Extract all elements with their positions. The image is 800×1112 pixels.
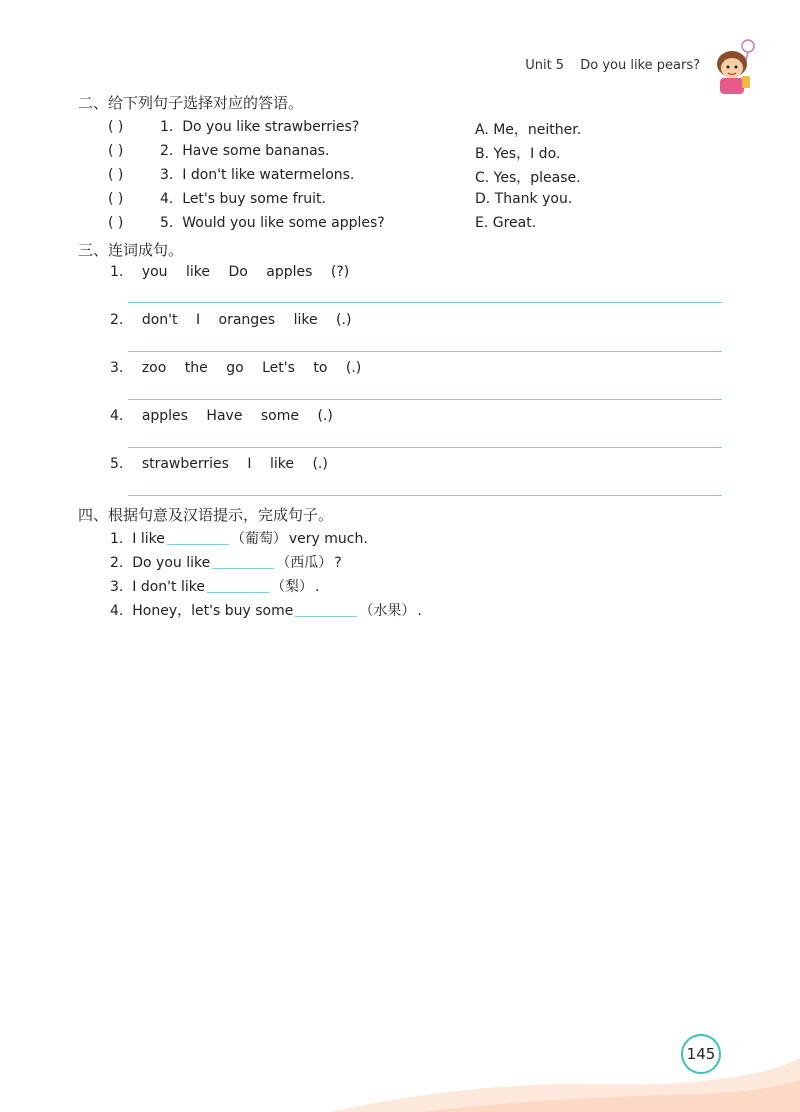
answer-option-e: E. Great. <box>475 215 537 231</box>
sentence-end: ? <box>334 555 342 571</box>
matching-question-3 <box>108 167 354 183</box>
chinese-hint: （西瓜） <box>276 555 333 571</box>
word: like <box>186 264 211 280</box>
answer-line-1[interactable] <box>128 302 722 303</box>
word: some <box>260 408 300 424</box>
question-number: 2. <box>160 143 174 159</box>
question-number: 5. <box>160 215 174 231</box>
punctuation: (.) <box>317 408 333 424</box>
fill-blank-item-3 <box>110 576 319 596</box>
section-2-title: 二、给下列句子选择对应的答语。 <box>78 94 304 112</box>
item-number: 4. <box>110 408 124 424</box>
blank-input[interactable] <box>207 592 269 593</box>
word-order-item-2 <box>110 312 365 328</box>
unit-label: Unit 5 <box>525 58 565 73</box>
item-number: 2. <box>110 555 124 571</box>
word: go <box>226 360 244 376</box>
page-header <box>525 58 700 73</box>
word: I <box>247 456 252 472</box>
section-3-title: 三、连词成句。 <box>78 241 184 259</box>
item-number: 1. <box>110 264 124 280</box>
girl-mascot-icon <box>712 38 758 98</box>
item-number: 2. <box>110 312 124 328</box>
item-number: 5. <box>110 456 124 472</box>
word-order-item-5 <box>110 456 342 472</box>
sentence-start: Do you like <box>132 555 211 571</box>
answer-option-b: B. Yes，I do. <box>475 146 561 162</box>
punctuation: (.) <box>336 312 352 328</box>
question-text: Would you like some apples? <box>182 215 385 231</box>
word: I <box>195 312 201 328</box>
matching-question-5 <box>108 215 385 231</box>
question-text: Do you like strawberries? <box>182 119 360 135</box>
answer-option-c: C. Yes，please. <box>475 170 581 186</box>
word: Have <box>206 408 243 424</box>
answer-bracket[interactable]: ( ) <box>108 119 124 135</box>
question-number: 1. <box>160 119 174 135</box>
word: apples <box>266 264 313 280</box>
item-number: 1. <box>110 531 124 547</box>
matching-question-1 <box>108 119 359 135</box>
matching-question-4 <box>108 191 326 207</box>
answer-option-a: A. Me，neither. <box>475 122 582 138</box>
answer-line-4[interactable] <box>128 447 722 448</box>
footer-wave-decoration <box>0 1022 800 1112</box>
blank-input[interactable] <box>295 616 357 617</box>
word: don't <box>141 312 178 328</box>
word-order-item-4 <box>110 408 347 424</box>
question-number: 4. <box>160 191 174 207</box>
sentence-start: Honey，let's buy some <box>132 603 294 619</box>
item-number: 4. <box>110 603 124 619</box>
page-number: 145 <box>681 1034 721 1074</box>
item-number: 3. <box>110 360 124 376</box>
punctuation: (.) <box>345 360 362 376</box>
word: you <box>141 264 168 280</box>
section-4-title: 四、根据句意及汉语提示，完成句子。 <box>78 506 334 524</box>
answer-bracket[interactable]: ( ) <box>108 191 124 207</box>
chinese-hint: （葡萄） <box>230 531 287 547</box>
answer-line-3[interactable] <box>128 399 722 400</box>
word: apples <box>141 408 188 424</box>
blank-input[interactable] <box>167 544 229 545</box>
word: Do <box>228 264 248 280</box>
word: strawberries <box>141 456 229 472</box>
punctuation: (.) <box>312 456 328 472</box>
answer-bracket[interactable]: ( ) <box>108 215 124 231</box>
question-text: Have some bananas. <box>182 143 330 159</box>
fill-blank-item-2 <box>110 552 342 572</box>
sentence-start: I like <box>132 531 165 547</box>
word: oranges <box>218 312 276 328</box>
word: to <box>313 360 328 376</box>
chinese-hint: （梨） <box>270 579 313 595</box>
word-order-item-3 <box>110 360 375 376</box>
word: Let's <box>262 360 295 376</box>
answer-line-2[interactable] <box>128 351 722 352</box>
sentence-end: very much. <box>288 531 368 547</box>
word: zoo <box>141 360 167 376</box>
sentence-start: I don't like <box>132 579 205 595</box>
word: the <box>184 360 208 376</box>
blank-input[interactable] <box>212 568 274 569</box>
word: like <box>293 312 318 328</box>
question-text: Let's buy some fruit. <box>182 191 326 207</box>
fill-blank-item-4 <box>110 600 422 620</box>
word-order-item-1 <box>110 264 363 280</box>
fill-blank-item-1 <box>110 528 368 548</box>
answer-line-5[interactable] <box>128 495 722 496</box>
punctuation: (?) <box>330 264 350 280</box>
answer-bracket[interactable]: ( ) <box>108 143 124 159</box>
word: like <box>270 456 295 472</box>
chinese-hint: （水果） <box>359 603 416 619</box>
question-number: 3. <box>160 167 174 183</box>
sentence-end: . <box>314 579 320 595</box>
unit-title: Do you like pears? <box>580 58 700 73</box>
sentence-end: . <box>417 603 422 619</box>
matching-question-2 <box>108 143 329 159</box>
answer-bracket[interactable]: ( ) <box>108 167 124 183</box>
answer-option-d: D. Thank you. <box>475 191 573 207</box>
item-number: 3. <box>110 579 124 595</box>
question-text: I don't like watermelons. <box>182 167 355 183</box>
